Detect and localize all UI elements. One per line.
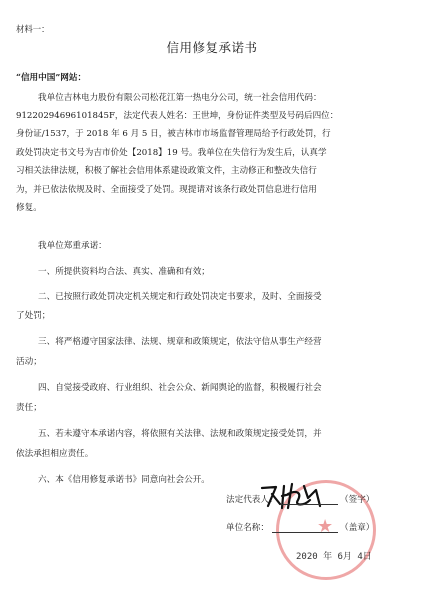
paragraph-line: 身份证/1537，于 2018 年 6 月 5 日，被吉林市市场监督管理局给予行政处罚，行 [16,129,331,139]
document-title: 信用修复承诺书 [166,40,258,55]
unit-name-line [272,532,338,533]
unit-seal-note: （盖章） [340,523,375,533]
promise-item-2: 二、已按照行政处罚决定机关规定和行政处罚决定书要求，及时、全面接受 [38,292,322,302]
paragraph-line: 习相关法律法规，积极了解社会信用体系建设政策文件，主动修正和整改失信行 [16,166,317,176]
promise-item-4: 四、自觉接受政府、行业组织、社会公众、新闻舆论的监督，积极履行社会 [38,383,322,393]
addressee: “信用中国”网站： [16,73,87,83]
paragraph-line: 修复。 [16,203,42,213]
promise-item-6: 六、本《信用修复承诺书》同意向社会公开。 [38,475,210,485]
paragraph-line: 为，并已依法依规及时、全面接受了处罚。现提请对该条行政处罚信息进行信用 [16,185,317,195]
unit-name-label: 单位名称： [226,523,269,533]
promise-intro: 我单位郑重承诺： [38,241,107,251]
promise-item-5-cont: 依法承担相应责任。 [16,449,94,459]
promise-item-3-cont: 活动； [16,357,42,367]
legal-rep-label: 法定代表人： [226,495,278,505]
paragraph-line: 政处罚决定书文号为吉市价处【2018】19 号。我单位在失信行为发生后，认真学 [16,148,327,158]
paragraph-line: 91220294696101845F，法定代表人姓名：王世坤，身份证件类型及号码后四位： [16,111,339,121]
seal-star-icon: ★ [317,516,334,537]
material-label: 材料一： [16,24,50,34]
promise-item-2-cont: 了处罚； [16,311,51,321]
legal-rep-signature-line [280,504,338,505]
legal-rep-note: （签字） [340,495,375,505]
promise-item-5: 五、若未遵守本承诺内容，将依照有关法律、法规和政策规定接受处罚，并 [38,429,322,439]
paragraph-line: 我单位吉林电力股份有限公司松花江第一热电分公司，统一社会信用代码： [38,93,322,103]
promise-item-3: 三、将严格遵守国家法律、法规、规章和政策规定，依法守信从事生产经营 [38,337,322,347]
promise-item-4-cont: 责任； [16,403,42,413]
signing-date: 2020 年 6月 4日 [296,552,372,562]
promise-item-1: 一、所提供资料均合法、真实、准确和有效； [38,267,210,277]
